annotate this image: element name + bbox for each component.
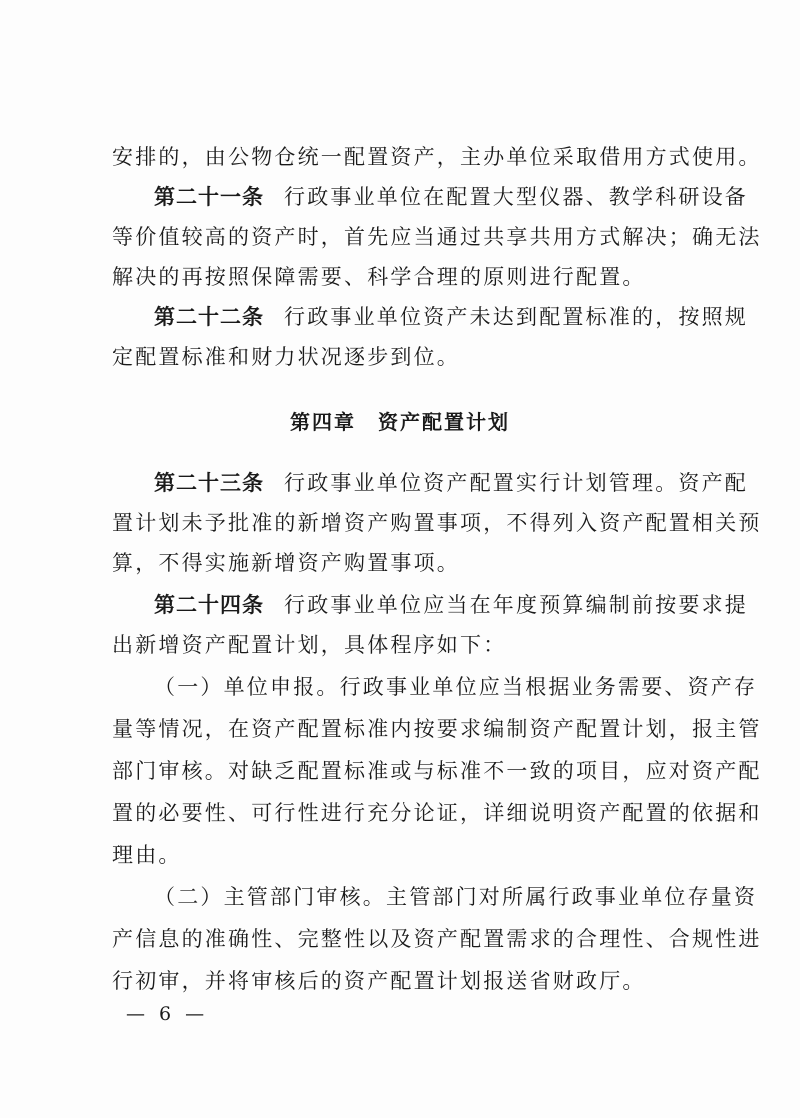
text-line: 解决的再按照保障需要、科学合理的原则进行配置。: [112, 265, 646, 289]
article-23-line: [154, 468, 748, 498]
text-line: 算，不得实施新增资产购置事项。: [112, 551, 460, 575]
page-number: — 6 —: [126, 1003, 209, 1025]
chapter-heading: [0, 407, 800, 437]
article-22-label: 第二十二条: [154, 305, 264, 329]
text-line: 行政事业单位应当在年度预算编制前按要求提: [284, 593, 748, 617]
text-line: 量等情况，在资产配置标准内按要求编制资产配置计划，报主管: [112, 717, 762, 741]
article-24-label: 第二十四条: [154, 593, 264, 617]
text-line: 置的必要性、可行性进行充分论证，详细说明资产配置的依据和: [112, 801, 762, 825]
text-line: 行政事业单位在配置大型仪器、教学科研设备: [284, 185, 748, 209]
text-line: 安排的，由公物仓统一配置资产，主办单位采取借用方式使用。: [112, 145, 762, 169]
article-22-line: [154, 302, 748, 332]
chapter-number: 第四章: [290, 410, 356, 434]
text-line: 行政事业单位资产配置实行计划管理。资产配: [284, 471, 748, 495]
text-line: 产信息的准确性、完整性以及资产配置需求的合理性、合规性进: [112, 927, 762, 951]
article-21-label: 第二十一条: [154, 185, 264, 209]
text-line: 置计划未予批准的新增资产购置事项，不得列入资产配置相关预: [112, 511, 762, 535]
text-line: （二）主管部门审核。主管部门对所属行政事业单位存量资: [154, 885, 758, 909]
text-line: 等价值较高的资产时，首先应当通过共享共用方式解决；确无法: [112, 225, 762, 249]
text-line: 部门审核。对缺乏配置标准或与标准不一致的项目，应对资产配: [112, 759, 762, 783]
article-21-line: [154, 182, 748, 212]
article-24-line: [154, 590, 748, 620]
text-line: 出新增资产配置计划，具体程序如下：: [112, 633, 507, 657]
article-23-label: 第二十三条: [154, 471, 264, 495]
text-line: 行政事业单位资产未达到配置标准的，按照规: [284, 305, 748, 329]
text-line: 理由。: [112, 843, 182, 867]
chapter-title: 资产配置计划: [378, 410, 510, 434]
text-line: （一）单位申报。行政事业单位应当根据业务需要、资产存: [154, 675, 758, 699]
text-line: 行初审，并将审核后的资产配置计划报送省财政厅。: [112, 969, 646, 993]
text-line: 定配置标准和财力状况逐步到位。: [112, 345, 460, 369]
